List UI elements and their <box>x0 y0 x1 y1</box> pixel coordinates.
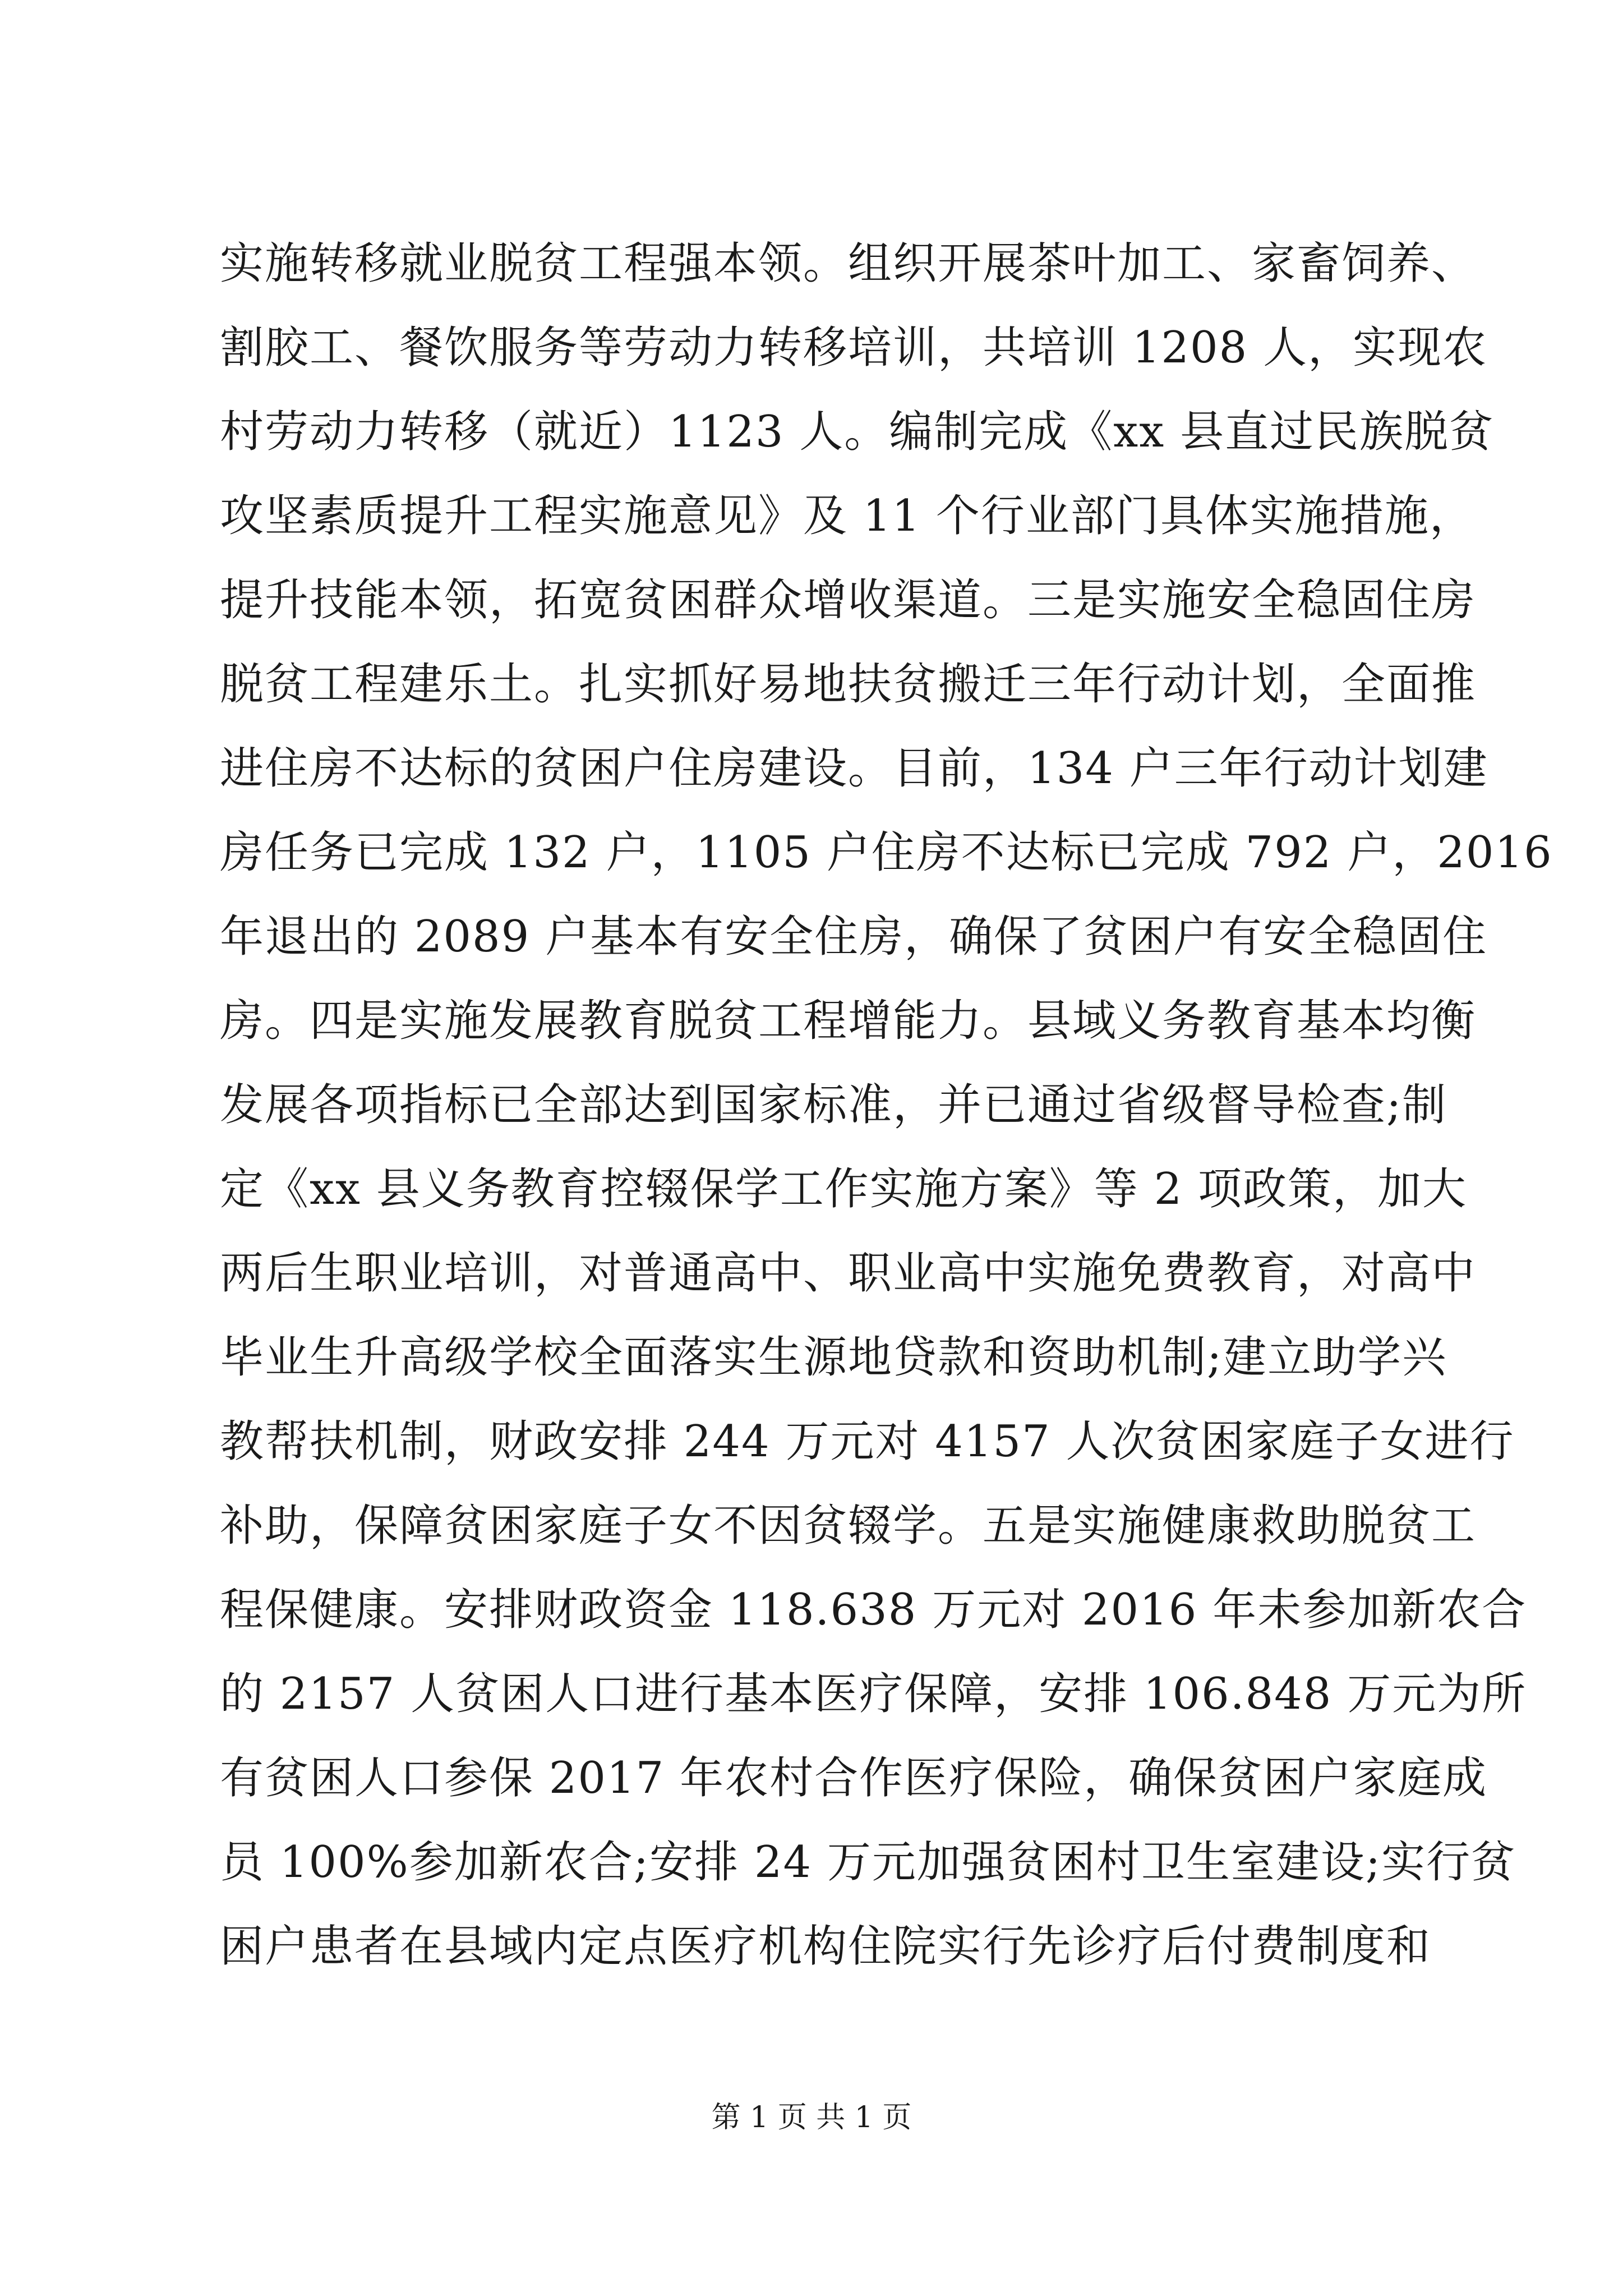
text-line: 实施转移就业脱贫工程强本领。组织开展茶叶加工、家畜饲养、 <box>220 238 1477 289</box>
text-line: 有贫困人口参保 2017 年农村合作医疗保险，确保贫困户家庭成 <box>220 1753 1488 1803</box>
body-paragraph <box>220 222 1553 1989</box>
text-line: 房。四是实施发展教育脱贫工程增能力。县域义务教育基本均衡 <box>220 996 1477 1046</box>
page-footer <box>0 2098 1623 2137</box>
text-line: 程保健康。安排财政资金 118.638 万元对 2016 年未参加新农合 <box>220 1585 1527 1635</box>
text-line: 的 2157 人贫困人口进行基本医疗保障，安排 106.848 万元为所 <box>220 1669 1527 1719</box>
text-line: 困户患者在县域内定点医疗机构住院实行先诊疗后付费制度和 <box>220 1921 1432 1972</box>
page-number-label: 第 1 页 共 1 页 <box>711 2101 912 2134</box>
text-line: 毕业生升高级学校全面落实生源地贷款和资助机制;建立助学兴 <box>220 1332 1447 1383</box>
text-line: 房任务已完成 132 户，1105 户住房不达标已完成 792 户，2016 <box>220 827 1553 878</box>
text-line: 年退出的 2089 户基本有安全住房，确保了贫困户有安全稳固住 <box>220 912 1488 962</box>
text-line: 攻坚素质提升工程实施意见》及 11 个行业部门具体实施措施， <box>220 491 1474 541</box>
text-line: 村劳动力转移（就近）1123 人。编制完成《xx 县直过民族脱贫 <box>220 407 1495 457</box>
text-line: 进住房不达标的贫困户住房建设。目前，134 户三年行动计划建 <box>220 743 1488 794</box>
text-line: 提升技能本领，拓宽贫困群众增收渠道。三是实施安全稳固住房 <box>220 575 1477 625</box>
text-line: 定《xx 县义务教育控辍保学工作实施方案》等 2 项政策，加大 <box>220 1164 1467 1214</box>
text-line: 员 100%参加新农合;安排 24 万元加强贫困村卫生室建设;实行贫 <box>220 1837 1516 1888</box>
text-line: 教帮扶机制，财政安排 244 万元对 4157 人次贫困家庭子女进行 <box>220 1416 1515 1467</box>
text-line: 两后生职业培训，对普通高中、职业高中实施免费教育，对高中 <box>220 1248 1477 1299</box>
text-line: 发展各项指标已全部达到国家标准，并已通过省级督导检查;制 <box>220 1080 1447 1130</box>
text-line: 脱贫工程建乐土。扎实抓好易地扶贫搬迁三年行动计划，全面推 <box>220 659 1477 710</box>
text-line: 补助，保障贫困家庭子女不因贫辍学。五是实施健康救助脱贫工 <box>220 1501 1477 1551</box>
text-line: 割胶工、餐饮服务等劳动力转移培训，共培训 1208 人，实现农 <box>220 323 1488 373</box>
